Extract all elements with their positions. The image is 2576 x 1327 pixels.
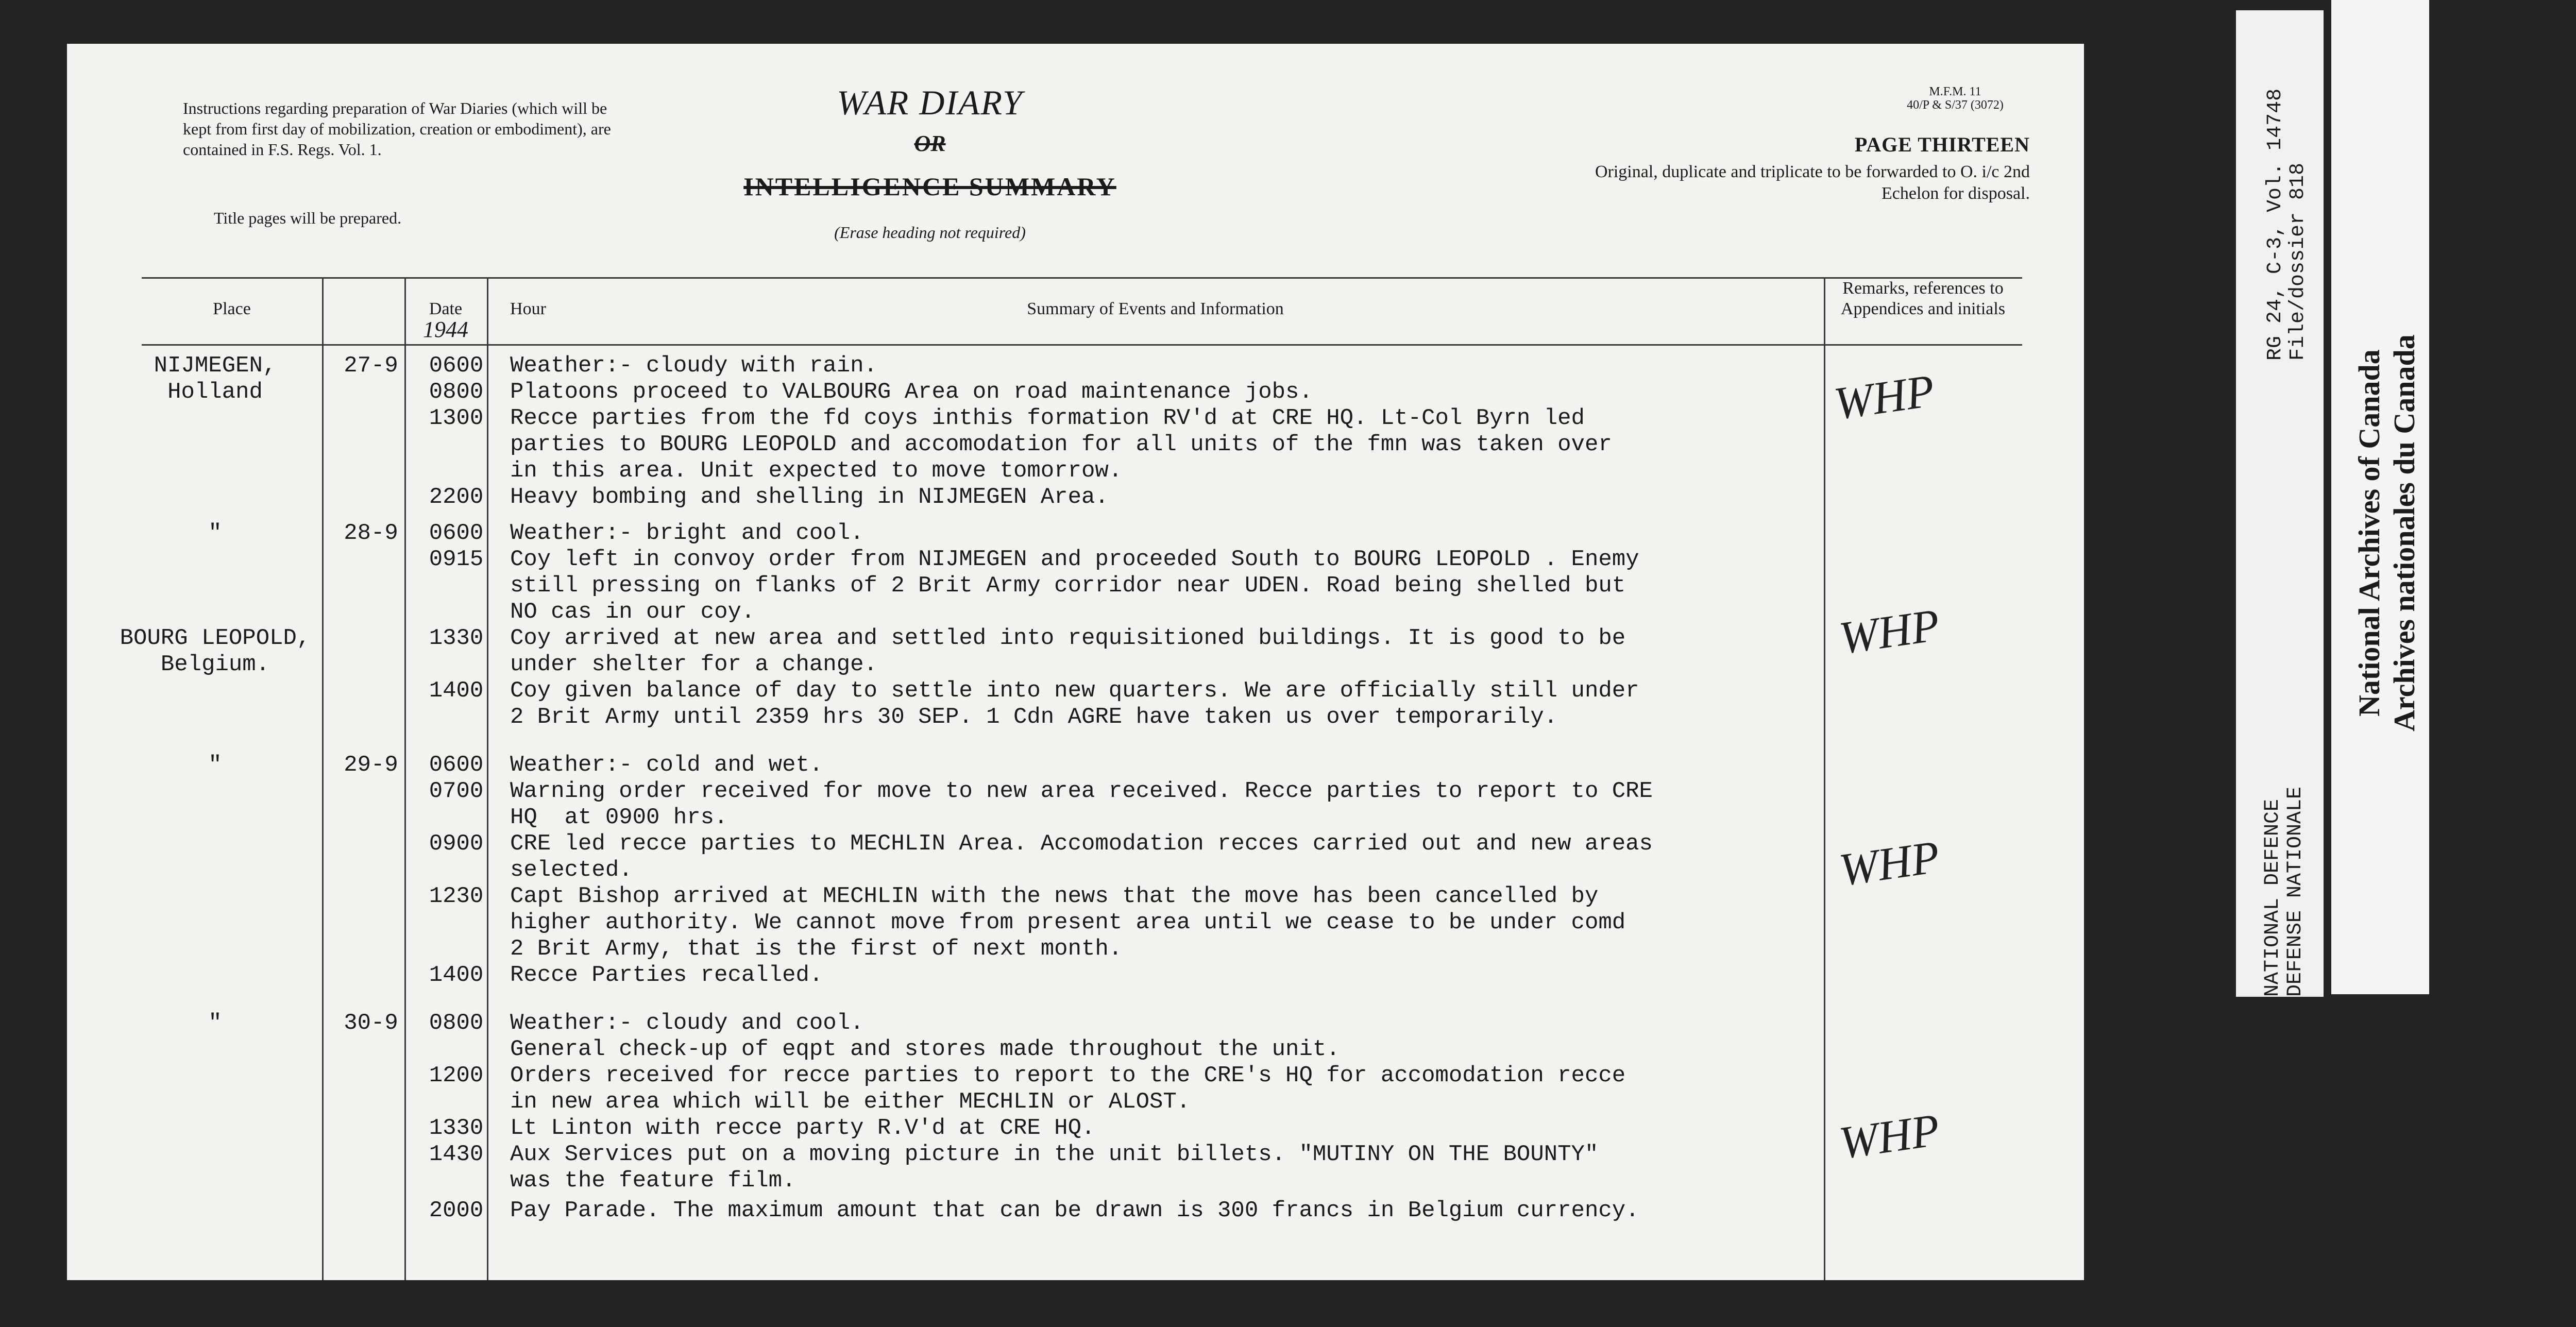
defence-line: DEFENSE NATIONALE xyxy=(2284,786,2307,997)
row-summary: Weather:- cloudy and cool. xyxy=(510,1010,864,1036)
defence-label xyxy=(2262,787,2307,997)
row-hour: 1200 xyxy=(429,1063,484,1088)
archives-label-strip xyxy=(2331,0,2429,994)
row-summary: General check-up of eqpt and stores made throughout the unit. xyxy=(510,1036,1340,1062)
row-hour: 1300 xyxy=(429,405,484,431)
initials-signature: WHP xyxy=(1836,599,1943,665)
row-hour: 0700 xyxy=(429,778,484,804)
archives-label xyxy=(2352,334,2422,731)
form-number xyxy=(1880,85,2030,112)
row-hour: 1330 xyxy=(429,1115,484,1141)
row-hour: 2200 xyxy=(429,484,484,510)
row-summary: Recce Parties recalled. xyxy=(510,962,823,988)
erase-note: (Erase heading not required) xyxy=(834,223,1026,242)
row-place: " xyxy=(208,1010,222,1036)
row-summary: HQ at 0900 hrs. xyxy=(510,805,728,830)
column-header-summary: Summary of Events and Information xyxy=(1027,299,1284,318)
reference-line: RG 24, C-3, Vol. 14748 xyxy=(2264,88,2287,361)
row-hour: 0800 xyxy=(429,1010,484,1036)
instructions-text: Instructions regarding preparation of War Diaries (which will be kept from first day of mobilization, creation or embodiment), are contained in F.S. Regs. Vol. 1. xyxy=(183,99,611,159)
row-hour: 1400 xyxy=(429,962,484,988)
row-summary: 2 Brit Army, that is the first of next month. xyxy=(510,936,1123,962)
defence-line: NATIONAL DEFENCE xyxy=(2261,798,2284,997)
row-summary: Coy arrived at new area and settled into requisitioned buildings. It is good to be xyxy=(510,625,1626,651)
row-hour: 1430 xyxy=(429,1142,484,1167)
row-summary: in this area. Unit expected to move tomorrow. xyxy=(510,458,1123,484)
war-diary-sheet xyxy=(67,44,2084,1280)
row-summary: Weather:- cold and wet. xyxy=(510,752,823,778)
column-header-remarks: Remarks, references to Appendices and initials xyxy=(1840,279,2006,318)
initials-signature: WHP xyxy=(1836,1104,1943,1169)
date-label: Date xyxy=(429,299,463,318)
row-place: " xyxy=(208,752,222,778)
year-label: 1944 xyxy=(423,317,468,342)
row-summary: Recce parties from the fd coys inthis formation RV'd at CRE HQ. Lt-Col Byrn led xyxy=(510,405,1585,431)
row-place: " xyxy=(208,520,222,546)
row-summary: Coy given balance of day to settle into new quarters. We are officially still under xyxy=(510,678,1639,704)
form-code-line: 40/P & S/37 (3072) xyxy=(1907,98,2004,112)
form-number-line: M.F.M. 11 xyxy=(1929,85,1981,98)
reference-label xyxy=(2264,89,2310,361)
row-hour: 0600 xyxy=(429,752,484,778)
row-summary: 2 Brit Army until 2359 hrs 30 SEP. 1 Cdn AGRE have taken us over temporarily. xyxy=(510,704,1558,730)
row-summary: parties to BOURG LEOPOLD and accomodation for all units of the fmn was taken over xyxy=(510,432,1612,457)
title-pages-note: Title pages will be prepared. xyxy=(214,209,402,227)
row-summary: Lt Linton with recce party R.V'd at CRE HQ. xyxy=(510,1115,1095,1141)
column-header-hour: Hour xyxy=(510,299,546,318)
column-header-date xyxy=(404,299,487,340)
row-summary: was the feature film. xyxy=(510,1168,796,1194)
row-place: NIJMEGEN, xyxy=(154,353,277,379)
column-divider-summary xyxy=(1824,277,1825,1280)
row-summary: NO cas in our coy. xyxy=(510,599,755,625)
row-summary: under shelter for a change. xyxy=(510,652,877,677)
row-hour: 0600 xyxy=(429,520,484,546)
initials-signature: WHP xyxy=(1831,365,1938,430)
document-title: WAR DIARY xyxy=(837,83,1023,122)
column-header-place: Place xyxy=(213,299,251,318)
row-summary: Aux Services put on a moving picture in the unit billets. "MUTINY ON THE BOUNTY" xyxy=(510,1142,1599,1167)
row-date: 29-9 xyxy=(344,752,398,778)
struck-title: INTELLIGENCE SUMMARY xyxy=(743,172,1116,201)
row-hour: 0900 xyxy=(429,831,484,857)
archives-en: National Archives of Canada xyxy=(2352,349,2386,717)
row-hour: 0915 xyxy=(429,547,484,572)
row-place: Holland xyxy=(167,379,263,405)
row-summary: Pay Parade. The maximum amount that can be drawn is 300 francs in Belgium currency. xyxy=(510,1198,1639,1223)
initials-signature: WHP xyxy=(1836,831,1943,896)
row-date: 27-9 xyxy=(344,353,398,379)
column-divider-place xyxy=(322,277,324,1280)
row-hour: 1330 xyxy=(429,625,484,651)
reference-line: File/dossier 818 xyxy=(2286,162,2310,361)
row-place: Belgium. xyxy=(160,652,270,677)
row-summary: Warning order received for move to new area received. Recce parties to report to CRE xyxy=(510,778,1653,804)
row-hour: 2000 xyxy=(429,1198,484,1223)
archive-reference-strip xyxy=(2236,10,2324,997)
row-summary: Platoons proceed to VALBOURG Area on road maintenance jobs. xyxy=(510,379,1313,405)
row-hour: 0600 xyxy=(429,353,484,379)
row-summary: higher authority. We cannot move from present area until we cease to be under comd xyxy=(510,910,1626,935)
row-summary: still pressing on flanks of 2 Brit Army corridor near UDEN. Road being shelled but xyxy=(510,573,1626,599)
title-or: OR xyxy=(914,131,946,156)
page-label: PAGE THIRTEEN xyxy=(1854,133,2030,156)
row-summary: Weather:- bright and cool. xyxy=(510,520,864,546)
table-top-rule xyxy=(142,277,2022,279)
row-hour: 0800 xyxy=(429,379,484,405)
row-summary: in new area which will be either MECHLIN or ALOST. xyxy=(510,1089,1191,1115)
row-hour: 1230 xyxy=(429,883,484,909)
copies-note: Original, duplicate and triplicate to be forwarded to O. i/c 2nd Echelon for disposal. xyxy=(1595,162,2030,203)
row-summary: selected. xyxy=(510,857,633,883)
row-summary: Orders received for recce parties to report to the CRE's HQ for accomodation recce xyxy=(510,1063,1626,1088)
row-summary: CRE led recce parties to MECHLIN Area. Accomodation recces carried out and new areas xyxy=(510,831,1653,857)
row-place: BOURG LEOPOLD, xyxy=(120,625,311,651)
row-summary: Weather:- cloudy with rain. xyxy=(510,353,877,379)
row-summary: Capt Bishop arrived at MECHLIN with the news that the move has been cancelled by xyxy=(510,883,1599,909)
row-date: 30-9 xyxy=(344,1010,398,1036)
row-summary: Heavy bombing and shelling in NIJMEGEN Area. xyxy=(510,484,1109,510)
row-summary: Coy left in convoy order from NIJMEGEN and proceeded South to BOURG LEOPOLD . Enemy xyxy=(510,547,1639,572)
row-date: 28-9 xyxy=(344,520,398,546)
row-hour: 1400 xyxy=(429,678,484,704)
archives-fr: Archives nationales du Canada xyxy=(2387,334,2421,731)
header-bottom-rule xyxy=(142,344,2022,346)
column-divider-date xyxy=(404,277,406,1280)
